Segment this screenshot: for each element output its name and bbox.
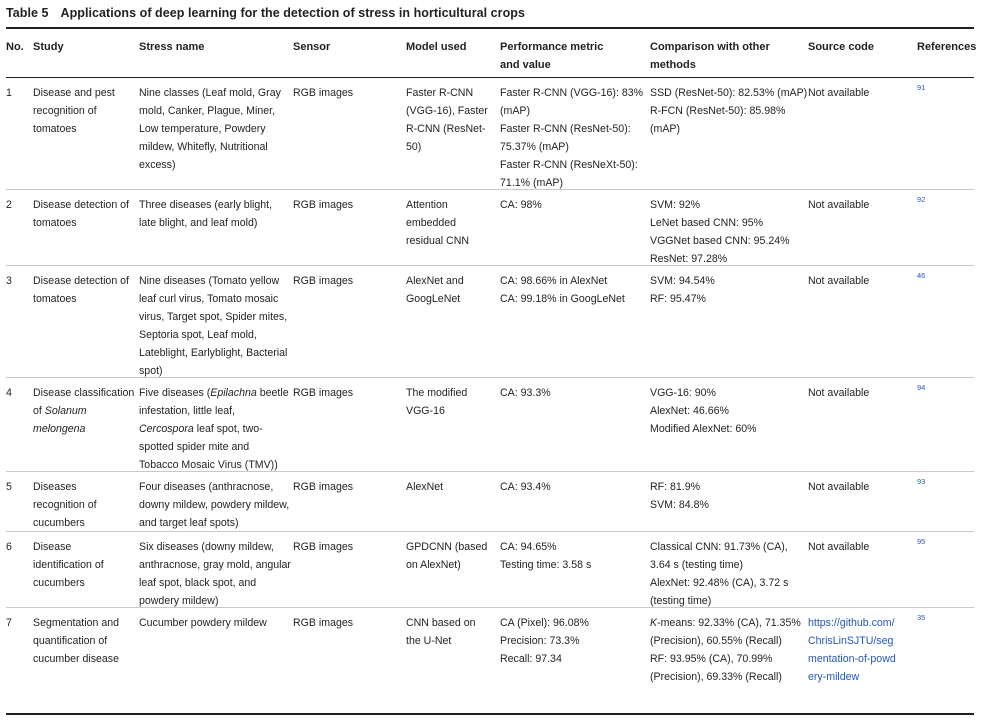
source-code-cell: Not available <box>808 275 870 287</box>
genus-name: Epilachna <box>210 387 257 399</box>
sensor-cell: RGB images <box>293 541 354 553</box>
table-row <box>6 532 974 608</box>
table-row <box>6 378 974 472</box>
study-cell: Disease detection of tomatoes <box>33 275 129 305</box>
comparison-entry: AlexNet: 92.48% (CA), 3.72 s (testing time) <box>650 577 789 607</box>
table-title: Applications of deep learning for the detection of stress in horticultural crops <box>60 6 525 20</box>
comparison-entry: SVM: 84.8% <box>650 499 709 511</box>
performance-cell <box>500 478 646 496</box>
github-url[interactable]: https://github.com/ChrisLinSJTU/segmentation-of-powdery-mildew <box>808 617 896 683</box>
species-name: Solanum melongena <box>33 405 87 435</box>
performance-entry: CA: 94.65% <box>500 541 557 553</box>
comparison-cell <box>650 196 808 268</box>
performance-entry: CA (Pixel): 96.08% <box>500 617 589 629</box>
study-cell: Segmentation and quantification of cucumber disease <box>33 617 119 665</box>
comparison-cell <box>650 538 800 610</box>
reference-link[interactable]: 91 <box>917 83 926 92</box>
performance-entry: CA: 98% <box>500 199 542 211</box>
source-code-cell: Not available <box>808 199 870 211</box>
sensor-cell: RGB images <box>293 87 354 99</box>
header-comparison <box>650 38 770 74</box>
header-performance <box>500 38 603 74</box>
performance-entry: Precision: 73.3% <box>500 635 580 647</box>
header-study: Study <box>33 41 64 53</box>
table-row <box>6 472 974 532</box>
header-comparison-line1: Comparison with other <box>650 41 770 53</box>
model-cell: The modified VGG-16 <box>406 387 468 417</box>
k-variable: K <box>650 617 658 629</box>
comparison-entry: RF: 93.95% (CA), 70.99% (Precision), 69.33% (Recall) <box>650 653 782 683</box>
performance-entry: Faster R-CNN (VGG-16): 83% (mAP) <box>500 87 644 117</box>
stress-name-cell: Cucumber powdery mildew <box>139 617 267 629</box>
stress-name-cell: Four diseases (anthracnose, downy mildew, powdery mildew, and target leaf spots) <box>139 481 290 529</box>
stress-name-cell <box>139 384 291 474</box>
header-model-used: Model used <box>406 41 467 53</box>
stress-text: leaf spot, two-spotted spider mite and Tobacco Mosaic Virus (TMV)) <box>139 423 278 471</box>
comparison-cell <box>650 478 808 514</box>
reference-link[interactable]: 95 <box>917 537 926 546</box>
study-cell: Diseases recognition of cucumbers <box>33 481 97 529</box>
table-row <box>6 608 974 704</box>
performance-entry: CA: 93.4% <box>500 481 551 493</box>
row-number: 2 <box>6 199 12 211</box>
comparison-entry: LeNet based CNN: 95% <box>650 217 764 229</box>
sensor-cell: RGB images <box>293 275 354 287</box>
comparison-cell <box>650 272 808 308</box>
performance-entry: Recall: 97.34 <box>500 653 562 665</box>
study-cell: Disease and pest recognition of tomatoes <box>33 87 115 135</box>
comparison-entry: ResNet: 97.28% <box>650 253 728 265</box>
model-cell: Faster R-CNN (VGG-16), Faster R-CNN (ResNet-50) <box>406 87 488 153</box>
performance-cell <box>500 84 646 192</box>
model-cell: Attention embedded residual CNN <box>406 199 469 247</box>
header-stress-name: Stress name <box>139 41 205 53</box>
performance-entry: CA: 99.18% in GoogLeNet <box>500 293 625 305</box>
performance-entry: CA: 98.66% in AlexNet <box>500 275 608 287</box>
row-number: 7 <box>6 617 12 629</box>
study-cell: Disease detection of tomatoes <box>33 199 129 229</box>
comparison-entry <box>650 614 802 650</box>
sensor-cell: RGB images <box>293 387 354 399</box>
performance-entry: Faster R-CNN (ResNeXt-50): 71.1% (mAP) <box>500 159 638 189</box>
model-cell: AlexNet and GoogLeNet <box>406 275 464 305</box>
header-performance-line1: Performance metric <box>500 41 604 53</box>
study-text: Disease classification of <box>33 387 135 417</box>
source-code-cell: Not available <box>808 87 870 99</box>
header-no: No. <box>6 41 24 53</box>
comparison-entry: Modified AlexNet: 60% <box>650 423 757 435</box>
table-caption <box>6 6 525 20</box>
source-code-cell: Not available <box>808 481 870 493</box>
header-references: References <box>917 41 977 53</box>
row-number: 3 <box>6 275 12 287</box>
comparison-cell <box>650 84 808 138</box>
table-row <box>6 78 974 190</box>
comparison-entry: SVM: 94.54% <box>650 275 715 287</box>
header-sensor: Sensor <box>293 41 331 53</box>
model-cell: CNN based on the U-Net <box>406 617 476 647</box>
comparison-entry: RF: 95.47% <box>650 293 706 305</box>
source-code-cell: Not available <box>808 387 870 399</box>
stress-name-cell: Six diseases (downy mildew, anthracnose, gray mold, angular leaf spot, black spot, and powdery mildew) <box>139 541 291 607</box>
comparison-cell <box>650 384 808 438</box>
stress-text: beetle infestation, little leaf, <box>139 387 289 417</box>
source-code-cell: Not available <box>808 541 870 553</box>
sensor-cell: RGB images <box>293 481 354 493</box>
stress-name-cell: Nine diseases (Tomato yellow leaf curl virus, Tomato mosaic virus, Target spot, Spider mites, Septoria spot, Leaf mold, Lateblight, Earlyblight, Bacterial spot) <box>139 275 288 377</box>
performance-cell <box>500 384 646 402</box>
comparison-entry: Classical CNN: 91.73% (CA), 3.64 s (testing time) <box>650 541 788 571</box>
comparison-entry: AlexNet: 46.66% <box>650 405 729 417</box>
top-rule <box>6 27 974 29</box>
genus-name: Cercospora <box>139 423 194 435</box>
comparison-entry: VGGNet based CNN: 95.24% <box>650 235 790 247</box>
performance-entry: CA: 93.3% <box>500 387 551 399</box>
header-comparison-line2: methods <box>650 59 696 71</box>
bottom-rule <box>6 713 974 715</box>
stress-name-cell: Three diseases (early blight, late blight, and leaf mold) <box>139 199 273 229</box>
study-cell: Disease identification of cucumbers <box>33 541 104 589</box>
model-cell: AlexNet <box>406 481 444 493</box>
reference-link[interactable]: 94 <box>917 383 926 392</box>
model-cell: GPDCNN (based on AlexNet) <box>406 541 488 571</box>
performance-cell <box>500 614 646 668</box>
row-number: 5 <box>6 481 12 493</box>
performance-cell <box>500 196 646 214</box>
comparison-entry: SSD (ResNet-50): 82.53% (mAP) <box>650 87 808 99</box>
comparison-cell <box>650 614 802 686</box>
row-number: 6 <box>6 541 12 553</box>
performance-cell <box>500 272 646 308</box>
header-performance-line2: and value <box>500 59 551 71</box>
performance-cell <box>500 538 646 574</box>
table-label: Table 5 <box>6 6 49 20</box>
stress-text: Five diseases ( <box>139 387 211 399</box>
row-number: 1 <box>6 87 12 99</box>
sensor-cell: RGB images <box>293 617 354 629</box>
comparison-entry: VGG-16: 90% <box>650 387 716 399</box>
table-row <box>6 190 974 266</box>
comparison-entry: RF: 81.9% <box>650 481 701 493</box>
performance-entry: Testing time: 3.58 s <box>500 559 592 571</box>
performance-entry: Faster R-CNN (ResNet-50): 75.37% (mAP) <box>500 123 631 153</box>
reference-link[interactable]: 92 <box>917 195 926 204</box>
stress-name-cell: Nine classes (Leaf mold, Gray mold, Canker, Plague, Miner, Low temperature, Powdery mildew, Whitefly, Nutritional excess) <box>139 87 281 171</box>
header-source-code: Source code <box>808 41 875 53</box>
study-cell <box>33 384 136 438</box>
source-code-link[interactable] <box>808 614 900 686</box>
reference-link[interactable]: 46 <box>917 271 926 280</box>
table-row <box>6 266 974 378</box>
comparison-entry: SVM: 92% <box>650 199 701 211</box>
sensor-cell: RGB images <box>293 199 354 211</box>
row-number: 4 <box>6 387 12 399</box>
reference-link[interactable]: 35 <box>917 613 926 622</box>
comparison-entry: R-FCN (ResNet-50): 85.98% (mAP) <box>650 105 786 135</box>
reference-link[interactable]: 93 <box>917 477 926 486</box>
comparison-text: -means: 92.33% (CA), 71.35% (Precision), 60.55% (Recall) <box>650 617 801 647</box>
